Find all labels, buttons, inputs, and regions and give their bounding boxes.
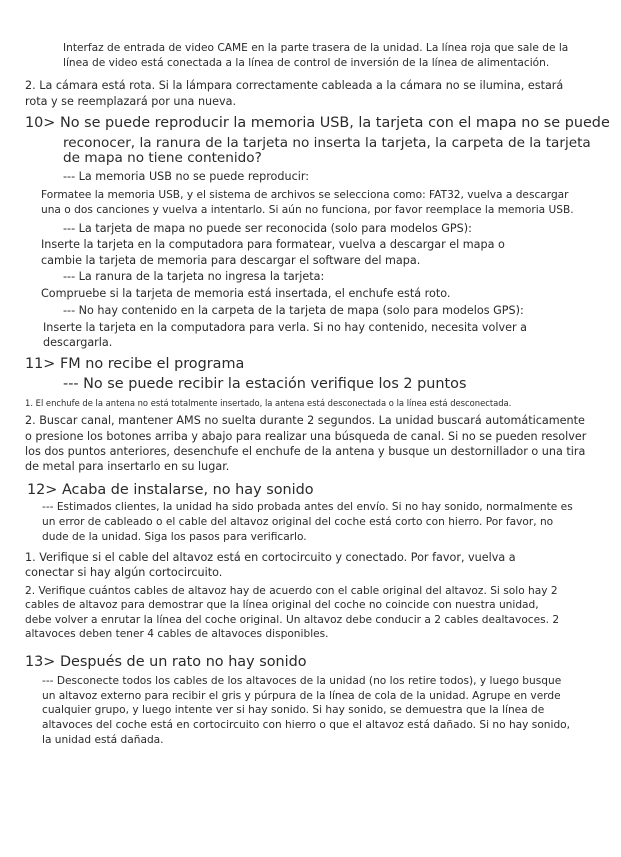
section12-item2: altavoces deben tener 4 cables de altavoces disponibles. xyxy=(25,628,329,640)
section13-title: 13> Después de un rato no hay sonido xyxy=(25,654,307,670)
section11-sub: --- No se puede recibir la estación verifique los 2 puntos xyxy=(63,376,467,392)
section10-sub1-body: Formatee la memoria USB, y el sistema de archivos se selecciona como: FAT32, vuelva a descargar xyxy=(41,189,569,201)
section12-intro: dude de la unidad. Siga los pasos para verificarlo. xyxy=(42,531,307,543)
section12-item1: 1. Verifique si el cable del altavoz está en cortocircuito y conectado. Por favor, vuelva a xyxy=(25,551,516,564)
section12-item2: 2. Verifique cuántos cables de altavoz hay de acuerdo con el cable original del altavoz. Si solo hay 2 xyxy=(25,585,558,597)
section12-item2: cables de altavoz para demostrar que la línea original del coche no coincide con nuestra unidad, xyxy=(25,599,539,611)
section10-sub1-body: una o dos canciones y vuelva a intentarlo. Si aún no funciona, por favor reemplace la memoria USB. xyxy=(41,204,574,216)
section11-item2: los dos puntos anteriores, desenchufe el enchufe de la antena y busque un destornillador o una tira xyxy=(25,445,586,458)
section10-sub2-body: cambie la tarjeta de memoria para descargar el software del mapa. xyxy=(41,254,421,267)
section11-item2: 2. Buscar canal, mantener AMS no suelta durante 2 segundos. La unidad buscará automáticamente xyxy=(25,414,585,427)
intro-line: línea de video está conectada a la línea de control de inversión de la línea de alimentación. xyxy=(63,57,550,69)
section13-body: cualquier grupo, y luego intente ver si hay sonido. Si hay sonido, se demuestra que la línea de xyxy=(42,704,545,716)
section10-sub2: --- La tarjeta de mapa no puede ser reconocida (solo para modelos GPS): xyxy=(63,222,472,235)
intro-line: Interfaz de entrada de video CAME en la parte trasera de la unidad. La línea roja que sale de la xyxy=(63,42,569,54)
section10-sub1: --- La memoria USB no se puede reproducir: xyxy=(63,170,310,183)
section10-title: 10> No se puede reproducir la memoria USB, la tarjeta con el mapa no se puede xyxy=(25,115,610,131)
section13-body: altavoces del coche está en cortocircuito con hierro o que el altavoz está dañado. Si no hay sonido, xyxy=(42,719,571,731)
section12-intro: --- Estimados clientes, la unidad ha sido probada antes del envío. Si no hay sonido, normalmente es xyxy=(42,501,573,513)
section10-sub4-body: Inserte la tarjeta en la computadora para verla. Si no hay contenido, necesita volver a xyxy=(43,321,527,334)
section12-item1: conectar si hay algún cortocircuito. xyxy=(25,566,223,579)
section13-body: un altavoz externo para recibir el gris y púrpura de la línea de cola de la unidad. Agrupe en verde xyxy=(42,690,561,702)
section12-item2: debe volver a enrutar la línea del coche original. Un altavoz debe conducir a 2 cables dealtavoces. 2 xyxy=(25,614,560,626)
intro-item2-line: rota y se reemplazará por una nueva. xyxy=(25,95,237,108)
section10-sub2-body: Inserte la tarjeta en la computadora para formatear, vuelva a descargar el mapa o xyxy=(41,238,505,251)
section10-sub3: --- La ranura de la tarjeta no ingresa la tarjeta: xyxy=(63,270,325,283)
section13-body: la unidad está dañada. xyxy=(42,734,164,746)
section13-body: --- Desconecte todos los cables de los altavoces de la unidad (no los retire todos), y luego busque xyxy=(42,675,562,687)
section11-item2: o presione los botones arriba y abajo para realizar una búsqueda de canal. Si no se pueden resolver xyxy=(25,430,587,443)
section10-sub3-body: Compruebe si la tarjeta de memoria está insertada, el enchufe está roto. xyxy=(41,287,451,300)
section12-title: 12> Acaba de instalarse, no hay sonido xyxy=(27,482,314,498)
section12-intro: un error de cableado o el cable del altavoz original del coche está corto con hierro. Por favor, no xyxy=(42,516,554,528)
section11-item2: de metal para insertarlo en su lugar. xyxy=(25,460,230,473)
intro-item2-line: 2. La cámara está rota. Si la lámpara correctamente cableada a la cámara no se ilumina, estará xyxy=(25,79,564,92)
section10-title-cont: de mapa no tiene contenido? xyxy=(63,150,262,166)
section10-sub4-body: descargarla. xyxy=(43,336,113,349)
section10-sub4: --- No hay contenido en la carpeta de la tarjeta de mapa (solo para modelos GPS): xyxy=(63,304,524,317)
section10-title-cont: reconocer, la ranura de la tarjeta no inserta la tarjeta, la carpeta de la tarjeta xyxy=(63,135,591,151)
section11-item1: 1. El enchufe de la antena no está totalmente insertado, la antena está desconectada o la línea está desconectada. xyxy=(25,398,512,408)
section11-title: 11> FM no recibe el programa xyxy=(25,356,245,372)
